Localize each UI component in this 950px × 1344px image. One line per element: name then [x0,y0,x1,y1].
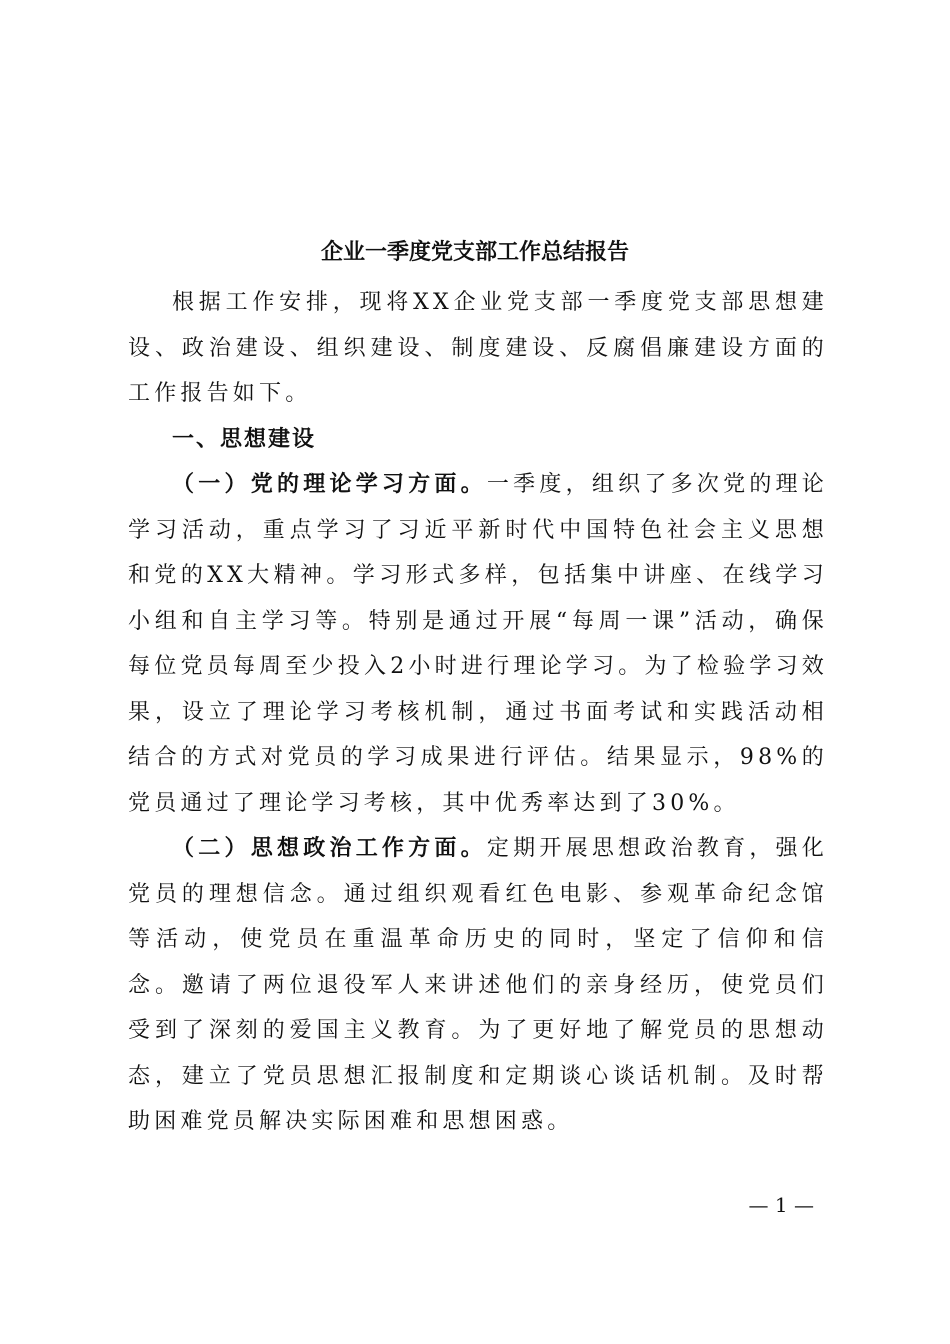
subsection-theory-study [128,462,828,826]
subsection-political-work [128,826,828,1145]
document-body [128,280,828,1145]
intro-paragraph: 根据工作安排，现将XX企业党支部一季度党支部思想建设、政治建设、组织建设、制度建设、反腐倡廉建设方面的工作报告如下。 [128,290,828,406]
document-title: 企业一季度党支部工作总结报告 [320,239,629,265]
section-heading-ideology: 一、思想建设 [172,425,317,452]
subsection-political-work-lead: （二）思想政治工作方面。 [172,835,487,861]
subsection-political-work-text: 定期开展思想政治教育，强化党员的理想信念。通过组织观看红色电影、参观革命纪念馆等活动，使党员在重温革命历史的同时，坚定了信仰和信念。邀请了两位退役军人来讲述他们的亲身经历，使党员们受到了深刻的爱国主义教育。为了更好地了解党员的思想动态，建立了党员思想汇报制度和定期谈心谈话机制。及时帮助困难党员解决实际困难和思想困惑。 [128,836,828,1134]
page-number: — 1 — [748,1193,814,1217]
subsection-theory-study-lead: （一）党的理论学习方面。 [172,471,487,497]
subsection-theory-study-text: 一季度，组织了多次党的理论学习活动，重点学习了习近平新时代中国特色社会主义思想和党的XX大精神。学习形式多样，包括集中讲座、在线学习小组和自主学习等。特别是通过开展“每周一课”活动，确保每位党员每周至少投入2小时进行理论学习。为了检验学习效果，设立了理论学习考核机制，通过书面考试和实践活动相结合的方式对党员的学习成果进行评估。结果显示，98%的党员通过了理论学习考核，其中优秀率达到了30%。 [128,472,828,816]
